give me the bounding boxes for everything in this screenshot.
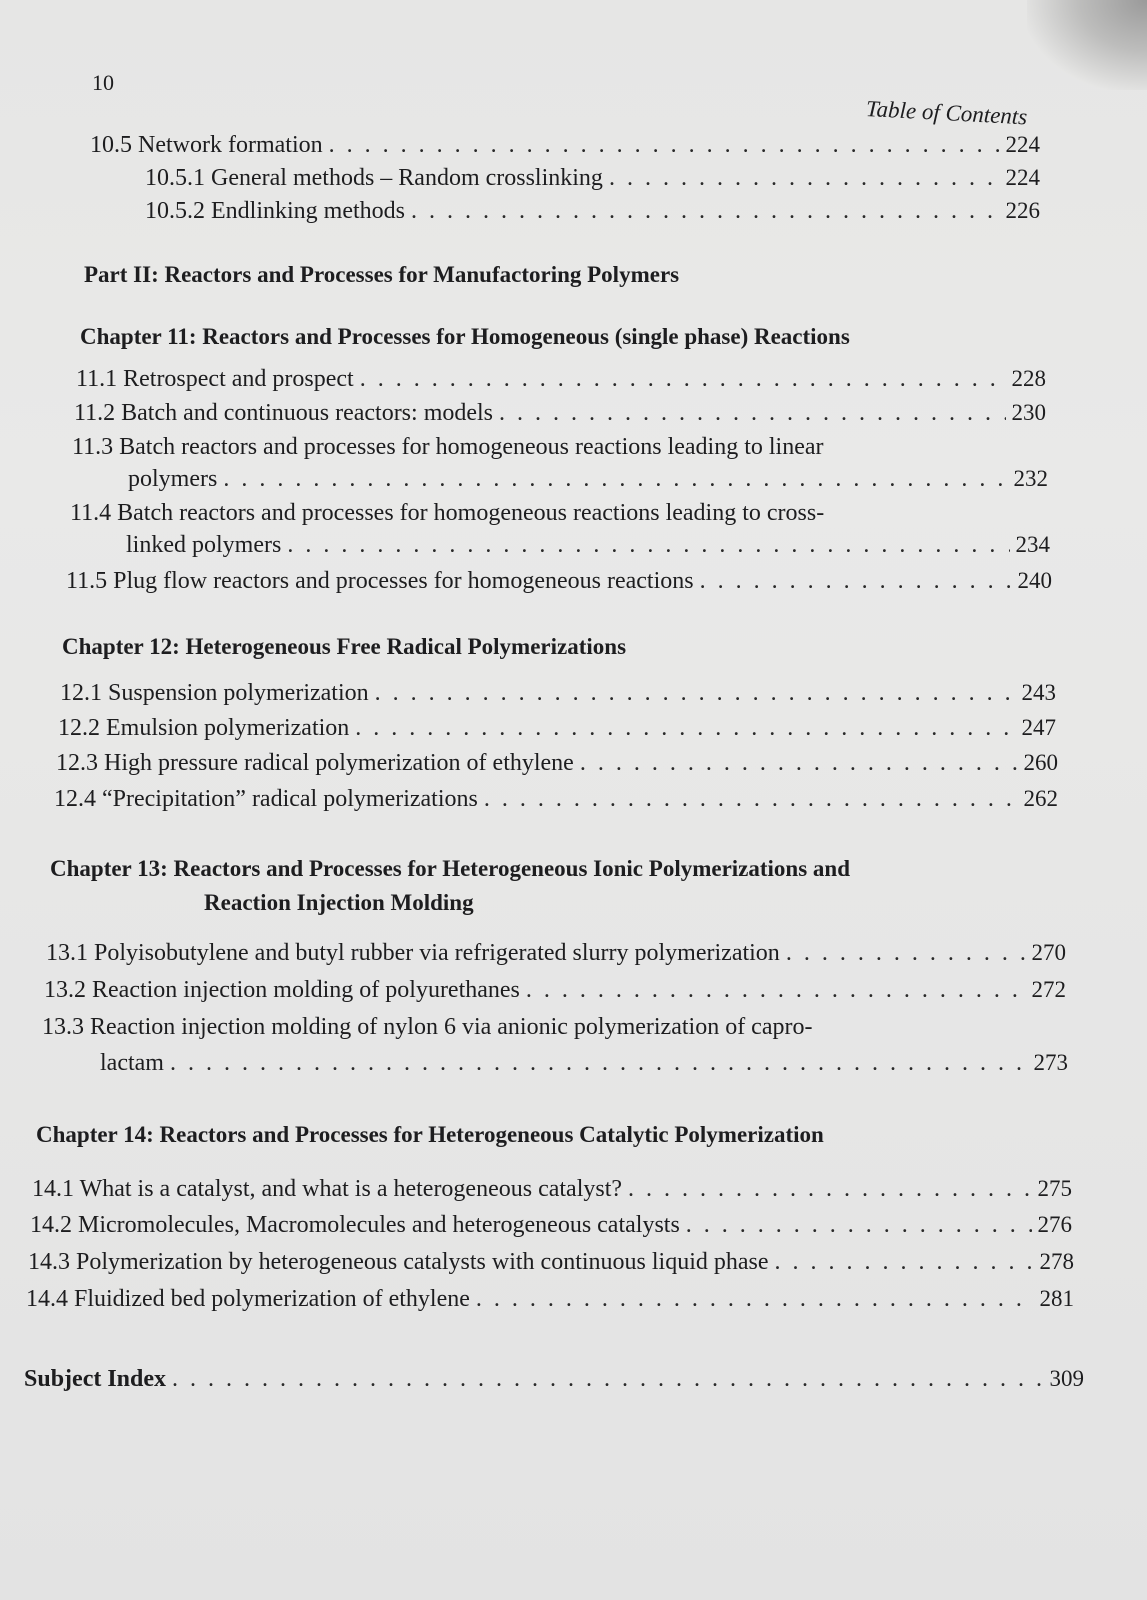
- chapter-heading: Chapter 11: Reactors and Processes for Homogeneous (single phase) Reactions: [80, 324, 850, 349]
- part-heading: Part II: Reactors and Processes for Manufactoring Polymers: [84, 262, 680, 287]
- leader-dots: [411, 198, 1000, 225]
- toc-entry: [54, 786, 1058, 813]
- toc-entry: [44, 977, 1066, 1004]
- leader-dots: [223, 466, 1007, 493]
- toc-entry-label: 12.3 High pressure radical polymerization of ethylene: [56, 750, 574, 776]
- toc-entry-label: 12.1 Suspension polymerization: [60, 680, 369, 706]
- toc-entry: [26, 1286, 1074, 1313]
- toc-entry-label: 10.5 Network formation: [90, 132, 323, 158]
- toc-entry: [76, 366, 1046, 393]
- toc-entry-page: 281: [1039, 1286, 1074, 1311]
- toc-entry: [66, 568, 1052, 595]
- page-corner-shadow: [1027, 0, 1147, 90]
- toc-entry-label: 10.5.1 General methods – Random crosslinking: [145, 165, 603, 191]
- toc-entry-page: 272: [1031, 977, 1066, 1002]
- toc-entry-label: linked polymers: [126, 532, 282, 558]
- toc-entry-page: 309: [1049, 1366, 1084, 1391]
- toc-entry-page: 278: [1039, 1249, 1074, 1274]
- toc-entry: [28, 1249, 1074, 1276]
- toc-entry-page: 275: [1037, 1176, 1072, 1201]
- toc-entry-page: 270: [1031, 940, 1066, 965]
- leader-dots: [360, 366, 1006, 393]
- toc-entry-page: 228: [1011, 366, 1046, 391]
- toc-entry-page: 234: [1015, 532, 1050, 557]
- toc-entry-page: 224: [1005, 132, 1040, 157]
- leader-dots: [499, 400, 1005, 427]
- toc-entry-label: 13.2 Reaction injection molding of polyurethanes: [44, 977, 520, 1003]
- toc-entry-label: 11.5 Plug flow reactors and processes for homogeneous reactions: [66, 568, 694, 594]
- toc-entry-label: polymers: [128, 466, 218, 492]
- toc-entry: [145, 198, 1040, 225]
- toc-entry: [30, 1212, 1072, 1239]
- toc-entry-page: 230: [1011, 400, 1046, 425]
- toc-entry-index: [24, 1366, 1084, 1393]
- toc-entry-label: 14.1 What is a catalyst, and what is a heterogeneous catalyst?: [32, 1176, 623, 1202]
- toc-entry-first-line: 11.3 Batch reactors and processes for homogeneous reactions leading to linear: [72, 434, 824, 460]
- toc-entry: [74, 400, 1046, 427]
- toc-entry-page: 260: [1023, 750, 1058, 775]
- toc-entry-label: 14.3 Polymerization by heterogeneous catalysts with continuous liquid phase: [28, 1249, 769, 1275]
- chapter-heading: Chapter 13: Reactors and Processes for Heterogeneous Ionic Polymerizations and: [50, 856, 851, 881]
- page-number: 10: [92, 70, 114, 95]
- chapter-heading: Chapter 12: Heterogeneous Free Radical Polymerizations: [62, 634, 627, 659]
- toc-entry-label: 11.1 Retrospect and prospect: [76, 366, 354, 392]
- leader-dots: [355, 715, 1015, 742]
- toc-entry-label: 14.2 Micromolecules, Macromolecules and heterogeneous catalysts: [30, 1212, 680, 1238]
- toc-entry: [46, 940, 1066, 967]
- toc-entry-label: 12.2 Emulsion polymerization: [58, 715, 350, 741]
- leader-dots: [375, 680, 1016, 707]
- leader-dots: [775, 1249, 1034, 1276]
- leader-dots: [170, 1050, 1028, 1077]
- leader-dots: [700, 568, 1012, 595]
- toc-entry-page: 232: [1013, 466, 1048, 491]
- leader-dots: [172, 1366, 1043, 1393]
- toc-entry: [56, 750, 1058, 777]
- toc-entry-page: 243: [1021, 680, 1056, 705]
- toc-entry: [128, 466, 1048, 493]
- leader-dots: [484, 786, 1018, 813]
- leader-dots: [580, 750, 1018, 777]
- toc-entry-label: 13.1 Polyisobutylene and butyl rubber via refrigerated slurry polymerization: [46, 940, 780, 966]
- toc-entry: [145, 165, 1040, 192]
- toc-entry-page: 224: [1005, 165, 1040, 190]
- toc-entry-page: 240: [1017, 568, 1052, 593]
- leader-dots: [329, 132, 1000, 159]
- toc-entry-page: 273: [1033, 1050, 1068, 1075]
- toc-entry-label: Subject Index: [24, 1366, 167, 1392]
- toc-entry: [32, 1176, 1072, 1203]
- toc-entry: [126, 532, 1050, 559]
- toc-entry-first-line: 11.4 Batch reactors and processes for homogeneous reactions leading to cross-: [70, 500, 825, 526]
- toc-entry-label: 10.5.2 Endlinking methods: [145, 198, 405, 224]
- toc-entry-page: 226: [1005, 198, 1040, 223]
- toc-entry-label: lactam: [100, 1050, 164, 1076]
- toc-entry-label: 12.4 “Precipitation” radical polymerizations: [54, 786, 478, 812]
- leader-dots: [526, 977, 1026, 1004]
- toc-entry-label: 11.2 Batch and continuous reactors: models: [74, 400, 494, 426]
- leader-dots: [476, 1286, 1034, 1313]
- toc-entry: [90, 132, 1040, 159]
- toc-entry: [60, 680, 1056, 707]
- toc-entry: [58, 715, 1056, 742]
- leader-dots: [628, 1176, 1031, 1203]
- toc-entry-page: 247: [1021, 715, 1056, 740]
- toc-entry-first-line: 13.3 Reaction injection molding of nylon 6 via anionic polymerization of capro-: [42, 1014, 813, 1040]
- toc-entry-page: 276: [1037, 1212, 1072, 1237]
- toc-entry-label: 14.4 Fluidized bed polymerization of ethylene: [26, 1286, 470, 1312]
- leader-dots: [609, 165, 1000, 192]
- leader-dots: [786, 940, 1026, 967]
- toc-entry: [100, 1050, 1068, 1077]
- chapter-heading: Chapter 14: Reactors and Processes for Heterogeneous Catalytic Polymerization: [36, 1122, 824, 1147]
- running-head: Table of Contents: [864, 96, 1028, 130]
- leader-dots: [287, 532, 1009, 559]
- chapter-heading-continued: Reaction Injection Molding: [204, 890, 474, 915]
- leader-dots: [686, 1212, 1032, 1239]
- toc-entry-page: 262: [1023, 786, 1058, 811]
